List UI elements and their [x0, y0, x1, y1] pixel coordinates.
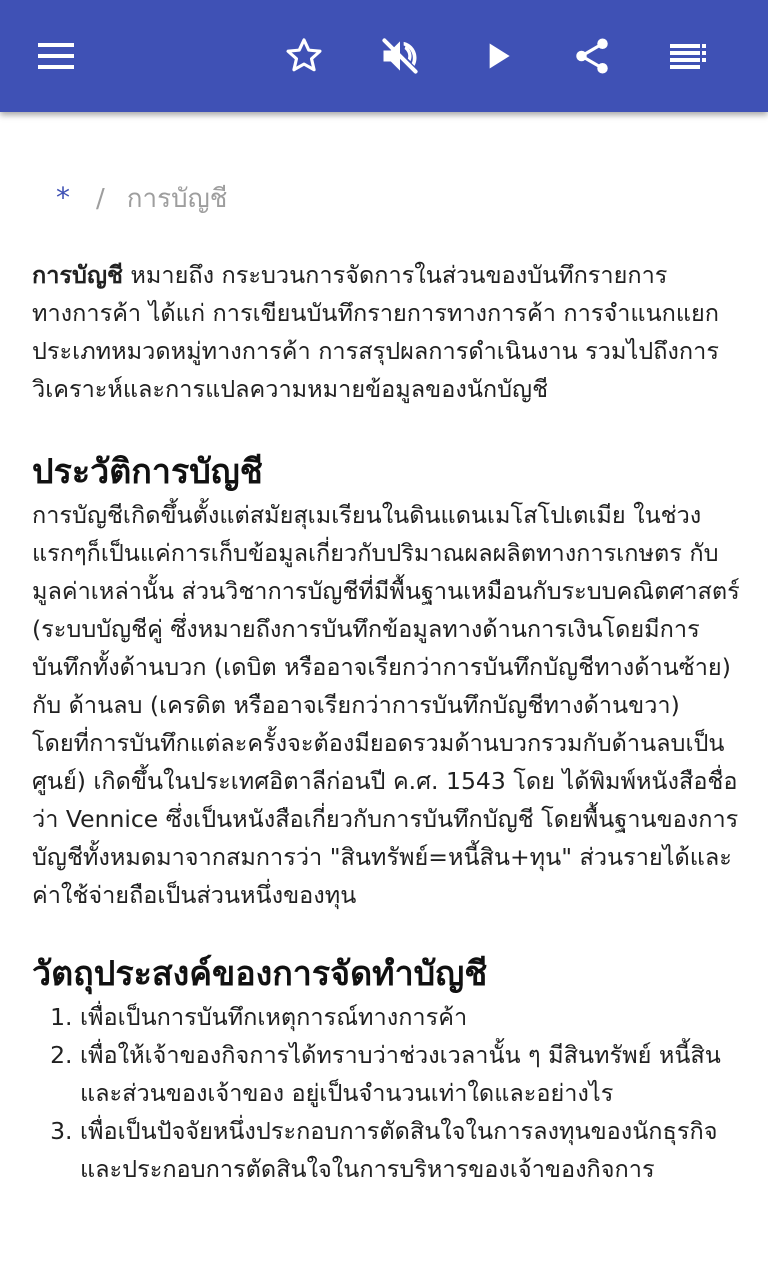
- history-heading: ประวัติการบัญชี: [32, 452, 263, 492]
- app-toolbar: [0, 0, 768, 112]
- contents-button[interactable]: [660, 28, 716, 84]
- breadcrumb-separator: /: [96, 184, 105, 214]
- intro-text: หมายถึง กระบวนการจัดการในส่วนของบันทึกรายการทางการค้า ได้แก่ การเขียนบันทึกรายการทางการค้า การจำแนกแยกประเภทหมวดหมู่ทางการค้า การสรุปผลการดำเนินงาน รวมไปถึงการวิเคราะห์และการแปลความหมายข้อมูลของนักบัญชี: [32, 261, 720, 403]
- purpose-heading: วัตถุประสงค์ของการจัดทำบัญชี: [32, 954, 488, 994]
- list-item: 3. เพื่อเป็นปัจจัยหนึ่งประกอบการตัดสินใจในการลงทุนของนักธุรกิจและประกอบการตัดสินใจในการบริหารของเจ้าของกิจการ: [80, 1112, 744, 1188]
- favorite-button[interactable]: [276, 28, 332, 84]
- history-paragraph: การบัญชีเกิดขึ้นตั้งแต่สมัยสุเมเรียนในดินแดนเมโสโปเตเมีย ในช่วงแรกๆก็เป็นแค่การเก็บข้อมูลเกี่ยวกับปริมาณผลผลิตทางการเกษตร กับมูลค่าเหล่านั้น ส่วนวิชาการบัญชีที่มีพื้นฐานเหมือนกับระบบคณิตศาสตร์ (ระบบบัญชีคู่ ซึ่งหมายถึงการบันทึกข้อมูลทางด้านการเงินโดยมีการบันทึกทั้งด้านบวก (เดบิต หรืออาจเรียกว่าการบันทึกบัญชีทางด้านซ้าย) กับ ด้านลบ (เครดิต หรืออาจเรียกว่าการบันทึกบัญชีทางด้านขวา) โดยที่การบันทึกแต่ละครั้งจะต้องมียอดรวมด้านบวกรวมกับด้านลบเป็นศูนย์) เกิดขึ้นในประเทศอิตาลีก่อนปี ค.ศ. 1543 โดย ได้พิมพ์หนังสือชื่อว่า Vennice ซึ่งเป็นหนังสือเกี่ยวกับการบันทึกบัญชี โดยพื้นฐานของการบัญชีทั้งหมดมาจากสมการว่า "สินทรัพย์=หนี้สิน+ทุน" ส่วนรายได้และค่าใช้จ่ายถือเป็นส่วนหนึ่งของทุน: [32, 501, 740, 909]
- intro-paragraph: [32, 256, 744, 408]
- play-button[interactable]: [470, 28, 526, 84]
- share-icon: [571, 35, 613, 77]
- playlist-icon: [668, 36, 708, 76]
- star-outline-icon: [282, 34, 326, 78]
- menu-icon: [36, 36, 76, 76]
- article-content: [0, 112, 768, 1280]
- breadcrumb-current: การบัญชี: [126, 184, 228, 214]
- breadcrumb: [56, 178, 227, 219]
- list-item: 2. เพื่อให้เจ้าของกิจการได้ทราบว่าช่วงเวลานั้น ๆ มีสินทรัพย์ หนี้สินและส่วนของเจ้าของ อยู่เป็นจำนวนเท่าใดและอย่างไร: [80, 1036, 744, 1112]
- play-icon: [478, 36, 518, 76]
- purpose-list: [32, 998, 744, 1188]
- share-button[interactable]: [564, 28, 620, 84]
- mute-button[interactable]: [372, 28, 428, 84]
- article-body: [32, 256, 744, 1188]
- menu-button[interactable]: [28, 28, 84, 84]
- list-item: 1. เพื่อเป็นการบันทึกเหตุการณ์ทางการค้า: [80, 998, 744, 1036]
- breadcrumb-home-link[interactable]: *: [56, 181, 70, 214]
- volume-off-icon: [378, 34, 422, 78]
- intro-term: การบัญชี: [32, 261, 123, 289]
